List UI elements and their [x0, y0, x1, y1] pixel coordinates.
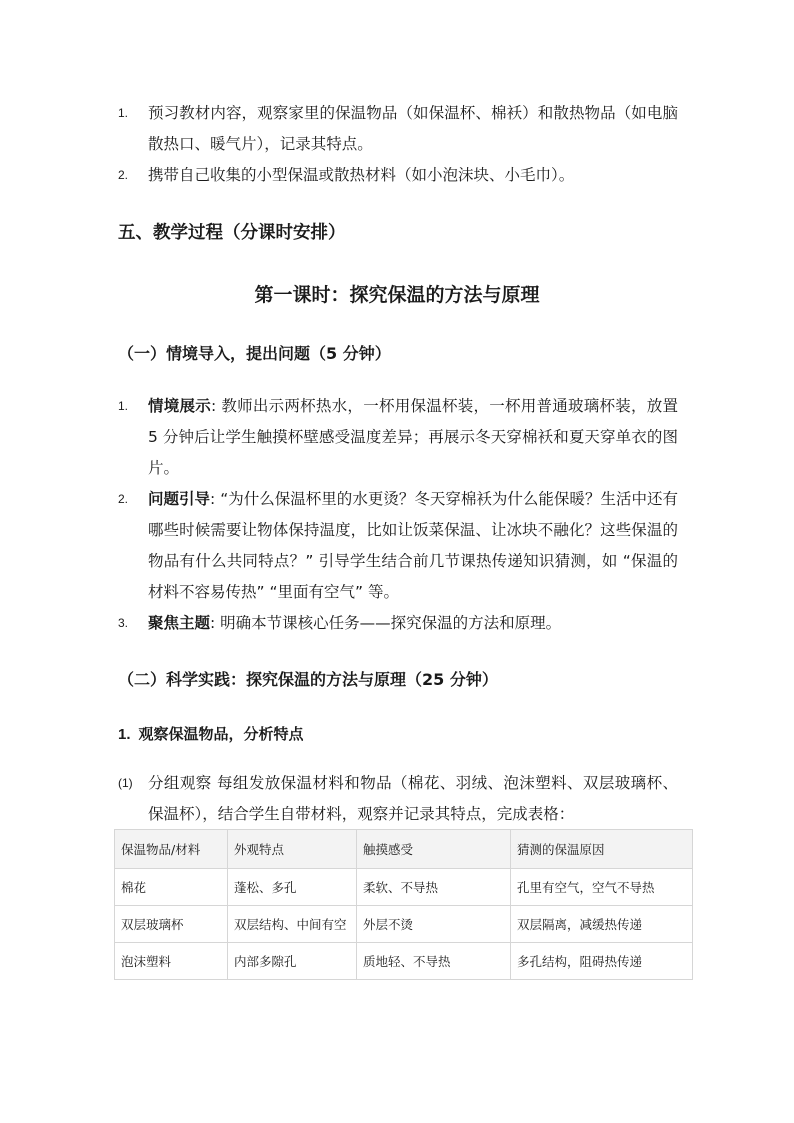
list-text	[148, 391, 678, 484]
list-number: (1)	[118, 776, 133, 790]
table-cell: 双层隔离，减缓热传递	[511, 906, 693, 943]
item-body: : “为什么保温杯里的水更烫？冬天穿棉袄为什么能保暖？生活中还有哪些时候需要让物体保持温度，比如让饭菜保温、让冰块不融化？这些保温的物品有什么共同特点？” 引导学生结合前几节课热传递知识猜测，如 “保温的材料不容易传热” “里面有空气” 等。	[148, 490, 678, 601]
item-body: 每组发放保温材料和物品（棉花、羽绒、泡沫塑料、双层玻璃杯、保温杯），结合学生自带材料，观察并记录其特点，完成表格：	[148, 774, 678, 823]
list-number: 1.	[118, 399, 129, 413]
table-cell: 质地轻、不导热	[357, 943, 511, 980]
part2-title: （二）科学实践：探究保温的方法与原理（25 分钟）	[118, 670, 498, 689]
table-cell: 多孔结构，阻碍热传递	[511, 943, 693, 980]
table-row	[115, 906, 693, 943]
table-header-row	[115, 830, 693, 869]
table-row	[115, 869, 693, 906]
item-body: : 教师出示两杯热水，一杯用保温杯装，一杯用普通玻璃杯装，放置 5 分钟后让学生触摸杯壁感受温度差异；再展示冬天穿棉袄和夏天穿单衣的图片。	[148, 397, 678, 477]
list-text: 携带自己收集的小型保温或散热材料（如小泡沫块、小毛巾）。	[148, 166, 575, 184]
list-text	[148, 484, 678, 608]
part2-sub-item	[118, 768, 678, 830]
section-title: 五、教学过程（分课时安排）	[118, 223, 346, 243]
part1-item-2	[118, 484, 678, 608]
item-label: 聚焦主题	[148, 614, 211, 632]
table-cell: 内部多隙孔	[228, 943, 357, 980]
table-header-cell: 外观特点	[228, 830, 357, 869]
list-number: 2.	[118, 492, 129, 506]
item-body: : 明确本节课核心任务——探究保温的方法和原理。	[210, 614, 562, 632]
part1-item-3	[118, 608, 678, 639]
table-row	[115, 943, 693, 980]
prep-item-1	[118, 98, 678, 160]
observation-table	[114, 829, 693, 980]
list-text	[148, 608, 678, 639]
list-text: 预习教材内容，观察家里的保温物品（如保温杯、棉袄）和散热物品（如电脑散热口、暖气片），记录其特点。	[148, 104, 678, 153]
part1-title: （一）情境导入，提出问题（5 分钟）	[118, 344, 391, 363]
table-cell: 棉花	[115, 869, 228, 906]
table-header-cell: 保温物品/材料	[115, 830, 228, 869]
step1-title	[118, 723, 304, 744]
table-cell: 泡沫塑料	[115, 943, 228, 980]
lesson-title: 第一课时：探究保温的方法与原理	[254, 284, 540, 306]
step-number: 1.	[118, 726, 131, 743]
list-text	[148, 768, 678, 830]
table-cell: 柔软、不导热	[357, 869, 511, 906]
list-number: 2.	[118, 168, 129, 182]
item-label: 情境展示	[148, 397, 212, 415]
table-header-cell: 猜测的保温原因	[511, 830, 693, 869]
table-cell: 蓬松、多孔	[228, 869, 357, 906]
step-text: 观察保温物品，分析特点	[138, 725, 304, 743]
table-cell: 双层结构、中间有空	[228, 906, 357, 943]
item-label: 分组观察	[148, 774, 212, 792]
table-cell: 孔里有空气，空气不导热	[511, 869, 693, 906]
list-number: 3.	[118, 616, 129, 630]
item-label: 问题引导	[148, 490, 211, 508]
table-cell: 双层玻璃杯	[115, 906, 228, 943]
part1-item-1	[118, 391, 678, 484]
table-header-cell: 触摸感受	[357, 830, 511, 869]
table-cell: 外层不烫	[357, 906, 511, 943]
prep-item-2	[118, 160, 678, 191]
list-number: 1.	[118, 106, 129, 120]
